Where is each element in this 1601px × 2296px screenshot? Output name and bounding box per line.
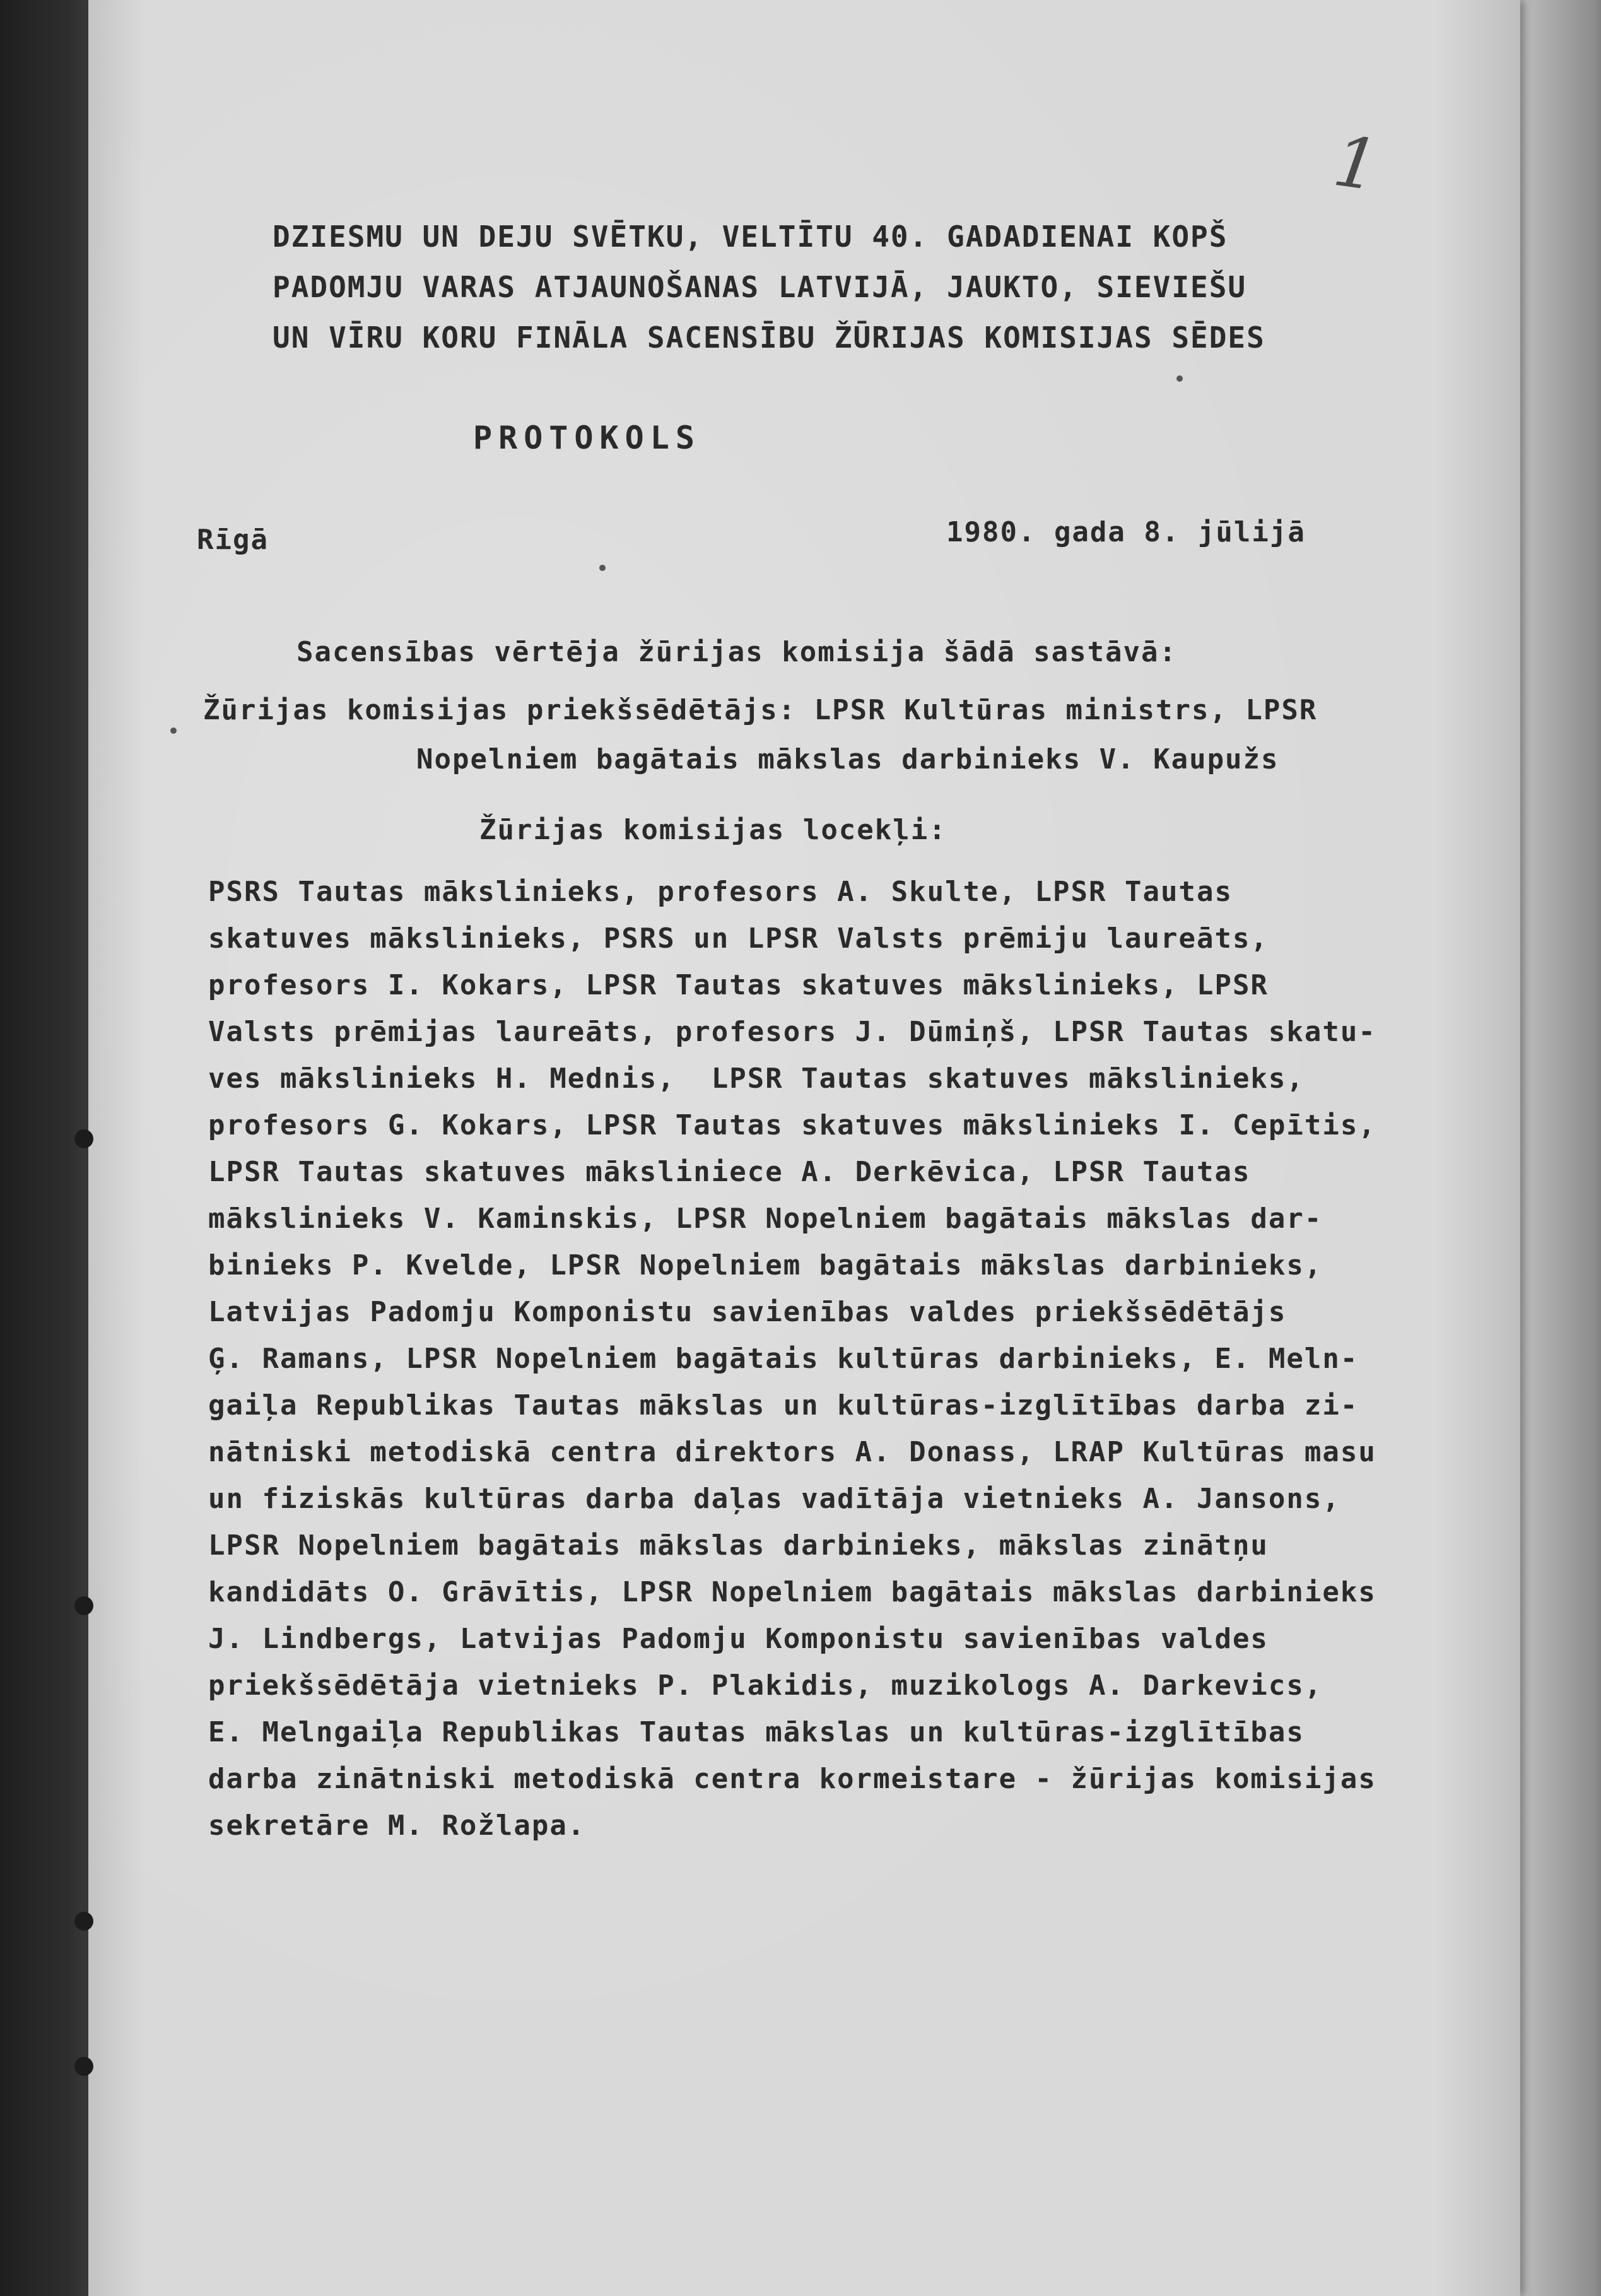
members-line: mākslinieks V. Kaminskis, LPSR Nopelniem bagātais mākslas dar- <box>208 1203 1323 1235</box>
members-line: sekretāre M. Rožlapa. <box>208 1810 586 1842</box>
members-line: priekšsēdētāja vietnieks P. Plakidis, muzikologs A. Darkevics, <box>208 1669 1323 1702</box>
members-line: Latvijas Padomju Komponistu savienības valdes priekšsēdētājs <box>208 1296 1287 1328</box>
members-line: LPSR Nopelniem bagātais mākslas darbinieks, mākslas zinātņu <box>208 1529 1269 1562</box>
handwritten-page-number: 1 <box>1328 120 1384 207</box>
punch-hole <box>74 1596 93 1615</box>
heading-line-1: DZIESMU UN DEJU SVĒTKU, VELTĪTU 40. GADADIENAI KOPŠ <box>273 220 1228 254</box>
chair-line-2: Nopelniem bagātais mākslas darbinieks V. Kaupužs <box>416 743 1279 775</box>
heading-line-3: UN VĪRU KORU FINĀLA SACENSĪBU ŽŪRIJAS KOMISIJAS SĒDES <box>273 321 1265 355</box>
punch-hole <box>74 1129 93 1148</box>
members-line: kandidāts O. Grāvītis, LPSR Nopelniem bagātais mākslas darbinieks <box>208 1576 1376 1608</box>
punch-hole <box>74 1912 93 1931</box>
members-line: profesors G. Kokars, LPSR Tautas skatuves mākslinieks I. Cepītis, <box>208 1109 1376 1141</box>
members-line: skatuves mākslinieks, PSRS un LPSR Valsts prēmiju laureāts, <box>208 922 1269 955</box>
members-line: darba zinātniski metodiskā centra kormeistare - žūrijas komisijas <box>208 1763 1376 1795</box>
members-line: nātniski metodiskā centra direktors A. Donass, LRAP Kultūras masu <box>208 1436 1376 1468</box>
members-line: J. Lindbergs, Latvijas Padomju Komponistu savienības valdes <box>208 1623 1269 1655</box>
place: Rīgā <box>197 524 269 556</box>
punch-hole <box>74 2057 93 2076</box>
scan-left-edge <box>0 0 88 2296</box>
paper-speck <box>170 727 177 734</box>
document-title: PROTOKOLS <box>473 420 701 456</box>
paper-speck <box>1176 375 1183 382</box>
members-heading: Žūrijas komisijas locekļi: <box>479 814 947 846</box>
members-line: E. Melngaiļa Republikas Tautas mākslas un kultūras-izglītības <box>208 1716 1305 1748</box>
paper-speck <box>599 565 606 571</box>
members-line: un fiziskās kultūras darba daļas vadītāja vietnieks A. Jansons, <box>208 1483 1340 1515</box>
members-line: ves mākslinieks H. Mednis, LPSR Tautas skatuves mākslinieks, <box>208 1063 1305 1095</box>
members-line: Valsts prēmijas laureāts, profesors J. Dūmiņš, LPSR Tautas skatu- <box>208 1016 1376 1048</box>
members-line: LPSR Tautas skatuves māksliniece A. Derkēvica, LPSR Tautas <box>208 1156 1251 1188</box>
members-line: binieks P. Kvelde, LPSR Nopelniem bagātais mākslas darbinieks, <box>208 1249 1323 1281</box>
members-line: profesors I. Kokars, LPSR Tautas skatuves mākslinieks, LPSR <box>208 969 1269 1001</box>
members-line: PSRS Tautas mākslinieks, profesors A. Skulte, LPSR Tautas <box>208 876 1233 908</box>
members-line: Ģ. Ramans, LPSR Nopelniem bagātais kultūras darbinieks, E. Meln- <box>208 1343 1359 1375</box>
composition-intro: Sacensības vērtēja žūrijas komisija šādā sastāvā: <box>296 636 1178 668</box>
chair-line-1: Žūrijas komisijas priekšsēdētājs: LPSR Kultūras ministrs, LPSR <box>203 694 1318 726</box>
heading-line-2: PADOMJU VARAS ATJAUNOŠANAS LATVIJĀ, JAUKTO, SIEVIEŠU <box>273 270 1247 304</box>
members-line: gaiļa Republikas Tautas mākslas un kultūras-izglītības darba zi- <box>208 1389 1359 1422</box>
date: 1980. gada 8. jūlijā <box>946 516 1306 548</box>
